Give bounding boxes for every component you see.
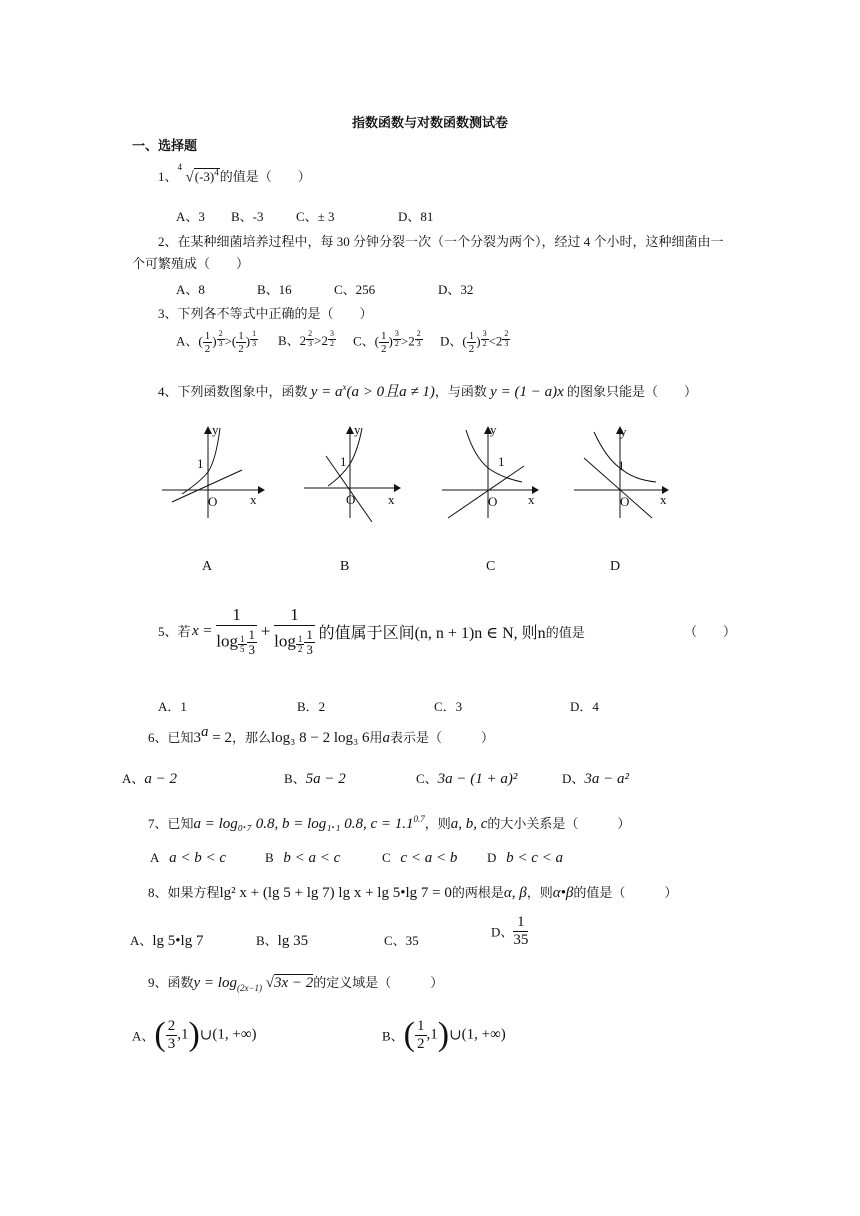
q3-option-a: A、( $\frac{1}{2}$ ) $\frac{2}{3}$ >( $\frac{1}{2}$ ) $\frac{1}{3}$ — [176, 329, 257, 356]
q5-option-b: B．2 — [297, 699, 326, 714]
q6-option-d: D、3a − a² — [562, 771, 630, 787]
question-1 — [158, 161, 311, 186]
q8-option-c: C、35 — [384, 933, 419, 948]
graph-label-c: C — [486, 559, 496, 574]
q5-answer-paren: （ ） — [684, 624, 737, 639]
section-heading: 一、选择题 — [132, 139, 198, 154]
graph-label-a: A — [202, 559, 213, 574]
q9-option-b: B、( $\frac{1}{2}$ ,1)∪(1, +∞) — [382, 1016, 506, 1053]
q5-frac-1: 1 log $\frac{1}{5}$ $\frac{1}{3}$ — [216, 605, 256, 657]
q9-function: $y = \log_{(2x-1)} √3x - 2$ — [193, 975, 314, 993]
q1-suffix: 的值是（ ） — [219, 169, 311, 184]
q3-option-c: C、( $\frac{1}{2}$ ) $\frac{3}{2}$ >2 $\frac{2}{3}$ — [353, 329, 421, 356]
q1-option-b: B、-3 — [231, 209, 264, 224]
q6-option-b: B、5a − 2 — [284, 771, 346, 787]
q2-line-1: 2、在某种细菌培养过程中，每 30 分钟分裂一次（一个分裂为两个），经过 4 个小时，这种细菌由一 — [158, 234, 724, 249]
q1-root-index: 4 — [177, 161, 183, 172]
q5-option-c: C．3 — [434, 699, 463, 714]
q3-option-b: B、2 $\frac{2}{3}$ >2 $\frac{3}{2}$ — [278, 329, 335, 348]
q7-option-b: B b < a < c — [265, 850, 341, 866]
q2-option-d: D、32 — [438, 282, 474, 297]
q3-text: 3、下列各不等式中正确的是（ ） — [158, 306, 373, 321]
question-6: 6、已知$3^a = 2$，那么log₃ 8 − 2 log₃ 6用a表示是（ ） — [148, 724, 495, 746]
q6-expression: log₃ 8 − 2 log₃ 6 — [271, 730, 370, 746]
q8-option-d: D、 $\frac{1}{35}$ — [491, 914, 529, 948]
q7-expression: a = log₀.₇ 0.8, b = log₁.₁ 0.8, $c = 1.1^{0.7}$ — [193, 814, 425, 832]
q6-option-c: C、3a − (1 + a)² — [416, 771, 518, 787]
graph-a: y 1 O x — [160, 422, 265, 522]
q1-radical: 4 $√(-3)^4$ — [177, 161, 219, 185]
q1-radicand: (-3) — [194, 169, 215, 184]
q5-prefix: 5、若 — [158, 624, 191, 639]
q6-option-a: A、a − 2 — [122, 771, 178, 787]
q5-formula: x = 1 log $\frac{1}{5}$ $\frac{1}{3}$ + 1 log $\frac{1}{2}$ $\frac{1}{3}$ 的值属于区间(n, n + 1)n ∈ N, 则n的值是 — [192, 605, 585, 657]
q7-option-a: A a < b < c — [150, 850, 227, 866]
q5-option-a: A．1 — [158, 699, 187, 714]
q1-number: 1、 — [158, 169, 178, 184]
graph-b: y 1 O x — [302, 422, 407, 522]
q2-option-b: B、16 — [257, 282, 292, 297]
q3-option-d: D、( $\frac{1}{2}$ ) $\frac{3}{2}$ <2 $\frac{2}{3}$ — [440, 329, 509, 356]
graph-c: y 1 O x — [440, 422, 545, 522]
graph-label-b: B — [340, 559, 350, 574]
page-title: 指数函数与对数函数测试卷 — [352, 116, 509, 131]
q5-option-d: D．4 — [570, 699, 599, 714]
q1-radicand-exp: 4 — [214, 167, 219, 178]
q2-option-c: C、256 — [334, 282, 376, 297]
q1-option-c: C、± 3 — [296, 209, 335, 224]
q2-option-a: A、8 — [176, 282, 205, 297]
q1-option-a: A、3 — [176, 209, 205, 224]
question-4: 4、下列函数图象中，函数 $y = a^x(a > 0$且a ≠ 1)，与函数 y = (1 − a)x 的图象只能是（ ） — [158, 382, 697, 400]
graph-d: y 1 O x — [572, 422, 677, 522]
q5-frac-2: 1 log $\frac{1}{2}$ $\frac{1}{3}$ — [274, 605, 313, 657]
q8-option-b: B、lg 35 — [256, 933, 309, 949]
question-8: 8、如果方程lg² x + (lg 5 + lg 7) lg x + lg 5•lg 7 = 0的两根是α, β，则α•β的值是（ ） — [148, 885, 678, 901]
q6-condition: $3^a = 2$ — [193, 724, 232, 746]
q8-equation: lg² x + (lg 5 + lg 7) lg x + lg 5•lg 7 = 0 — [219, 885, 452, 901]
q7-option-d: D b < c < a — [487, 850, 564, 866]
q7-option-c: C c < a < b — [382, 850, 458, 866]
question-7: 7、已知a = log₀.₇ 0.8, b = log₁.₁ 0.8, $c = 1.1^{0.7}$，则a, b, c的大小关系是（ ） — [148, 814, 631, 832]
q8-option-a: A、lg 5•lg 7 — [130, 933, 204, 949]
question-9: 9、函数$y = \log_{(2x-1)} √3x - 2$的定义域是（ ） — [148, 975, 444, 993]
q4-formula-2: y = (1 − a)x — [490, 384, 564, 400]
q4-formula-1: $y = a^x(a > 0$且a ≠ 1) — [310, 382, 435, 400]
q9-option-a: A、( $\frac{2}{3}$ ,1)∪(1, +∞) — [132, 1016, 257, 1053]
graph-label-d: D — [610, 559, 621, 574]
q2-line-2: 个可繁殖成（ ） — [132, 256, 250, 271]
q1-option-d: D、81 — [398, 209, 434, 224]
